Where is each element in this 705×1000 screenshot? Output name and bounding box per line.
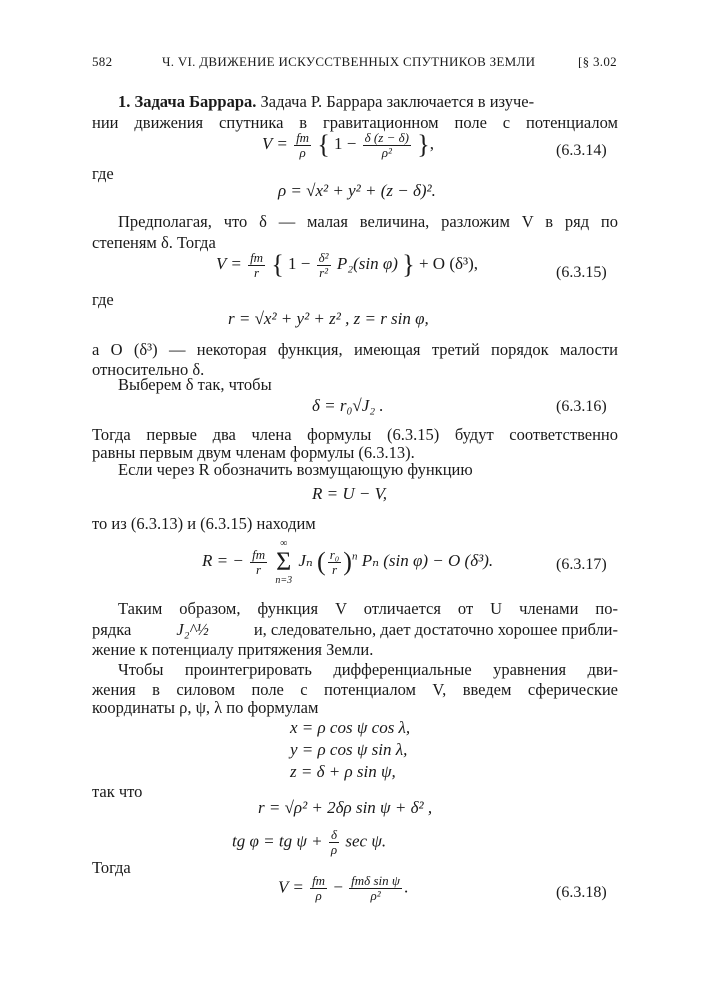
fraction: $\frac{\delta (z - \delta)}{\text{ρ²}}$ <box>364 129 409 160</box>
summation: ∞ Σ n=3 <box>275 538 293 586</box>
where-label-2: где <box>92 290 114 309</box>
paragraph-4-line-1: Выберем δ так, чтобы <box>118 375 272 394</box>
then-label: Тогда <box>92 858 131 877</box>
fraction: $\frac{fm}{r}$ <box>250 249 264 280</box>
paragraph-8-line-1: Таким образом, функция V отличается от U членами по- <box>118 599 618 618</box>
equation-number-6-3-18: (6.3.18) <box>556 884 607 901</box>
equation-6-3-17: R = − $\frac{fm}{r}$ ∞ Σ n=3 Jₙ ( $\frac{\text{r₀}}{r}$ )$^n$ Pₙ (sin φ) − O (δ³). <box>202 538 494 586</box>
equation-6-3-16: δ = r₀√J₂ . <box>312 396 384 415</box>
paragraph-3-line-2: относительно δ. <box>92 360 205 379</box>
paragraph-1-line-1: 1. Задача Баррара. Задача Р. Баррара заключается в изуче- <box>118 92 535 111</box>
fraction: $\frac{fm}{r}$ <box>252 546 266 577</box>
equation-rho-definition: ρ = √x² + y² + (z − δ)². <box>278 181 436 200</box>
paragraph-9-line-3: координаты ρ, ψ, λ по формулам <box>92 698 319 717</box>
equation-tg-phi: tg φ = tg ψ + $\frac{\delta}{\rho}$ sec ψ. <box>232 827 387 857</box>
paragraph-6-line-1: Если через R обозначить возмущающую функцию <box>118 460 473 479</box>
equation-r-definition: r = √x² + y² + z² , z = r sin φ, <box>228 309 429 328</box>
equation-z: z = δ + ρ sin ψ, <box>290 762 396 781</box>
page-number: 582 <box>92 54 113 69</box>
equation-6-3-18: V = $\frac{fm}{\rho}$ − $\frac{\text{fmδ sin ψ}}{\text{ρ²}}$ . <box>278 873 409 903</box>
section-marker: [§ 3.02 <box>578 54 617 69</box>
running-title: Ч. VI. ДВИЖЕНИЕ ИСКУССТВЕННЫХ СПУТНИКОВ ЗЕМЛИ <box>162 54 536 69</box>
fraction: $\frac{\text{r₀}}{r}$ <box>329 546 340 577</box>
where-label-1: где <box>92 164 114 183</box>
equation-r-equals-u-minus-v: R = U − V, <box>312 484 388 503</box>
equation-number-6-3-14: (6.3.14) <box>556 142 607 159</box>
equation-y: y = ρ cos ψ sin λ, <box>290 740 408 759</box>
paragraph-2-line-2: степеням δ. Тогда <box>92 233 216 252</box>
equation-number-6-3-15: (6.3.15) <box>556 264 607 281</box>
paragraph-8-line-3: жение к потенциалу притяжения Земли. <box>92 640 374 659</box>
so-that-label: так что <box>92 782 143 801</box>
equation-number-6-3-16: (6.3.16) <box>556 398 607 415</box>
fraction: $\frac{\text{δ²}}{\text{r²}}$ <box>318 249 329 280</box>
paragraph-9-line-2: жения в силовом поле с потенциалом V, введем сферические <box>92 680 618 699</box>
j2-power: J₂^½ <box>176 620 209 639</box>
fraction: $\frac{\delta}{\rho}$ <box>330 827 338 857</box>
fraction: $\frac{fm}{\rho}$ <box>296 129 310 160</box>
paragraph-9-line-1: Чтобы проинтегрировать дифференциальные уравнения дви- <box>118 660 618 679</box>
equation-6-3-14: V = $\frac{fm}{\rho}$ { 1 − $\frac{\delta (z - \delta)}{\text{ρ²}}$ }, <box>262 129 434 160</box>
paragraph-8-line-2: рядка J₂^½ и, следовательно, дает достаточно хорошее прибли- <box>92 620 618 639</box>
paragraph-7-line-1: то из (6.3.13) и (6.3.15) находим <box>92 514 316 533</box>
paragraph-2-line-1: Предполагая, что δ — малая величина, разложим V в ряд по <box>118 212 618 231</box>
paragraph-3-line-1: а O (δ³) — некоторая функция, имеющая третий порядок малости <box>92 340 618 359</box>
paragraph-5-line-1: Тогда первые два члена формулы (6.3.15) будут соответственно <box>92 425 618 444</box>
equation-number-6-3-17: (6.3.17) <box>556 556 607 573</box>
paragraph-heading: 1. Задача Баррара. <box>118 92 257 111</box>
fraction: $\frac{\text{fmδ sin ψ}}{\text{ρ²}}$ <box>351 873 400 903</box>
equation-r-spherical: r = √ρ² + 2δρ sin ψ + δ² , <box>258 798 433 817</box>
equation-6-3-15: V = $\frac{fm}{r}$ { 1 − $\frac{\text{δ²}}{\text{r²}}$ P₂(sin φ) } + O (δ³), <box>216 249 478 280</box>
fraction: $\frac{fm}{\rho}$ <box>312 873 326 903</box>
paragraph-1-line-2: нии движения спутника в гравитационном поле с потенциалом <box>92 113 618 132</box>
equation-x: x = ρ cos ψ cos λ, <box>290 718 411 737</box>
paragraph-5-line-2: равны первым двум членам формулы (6.3.13). <box>92 443 415 462</box>
